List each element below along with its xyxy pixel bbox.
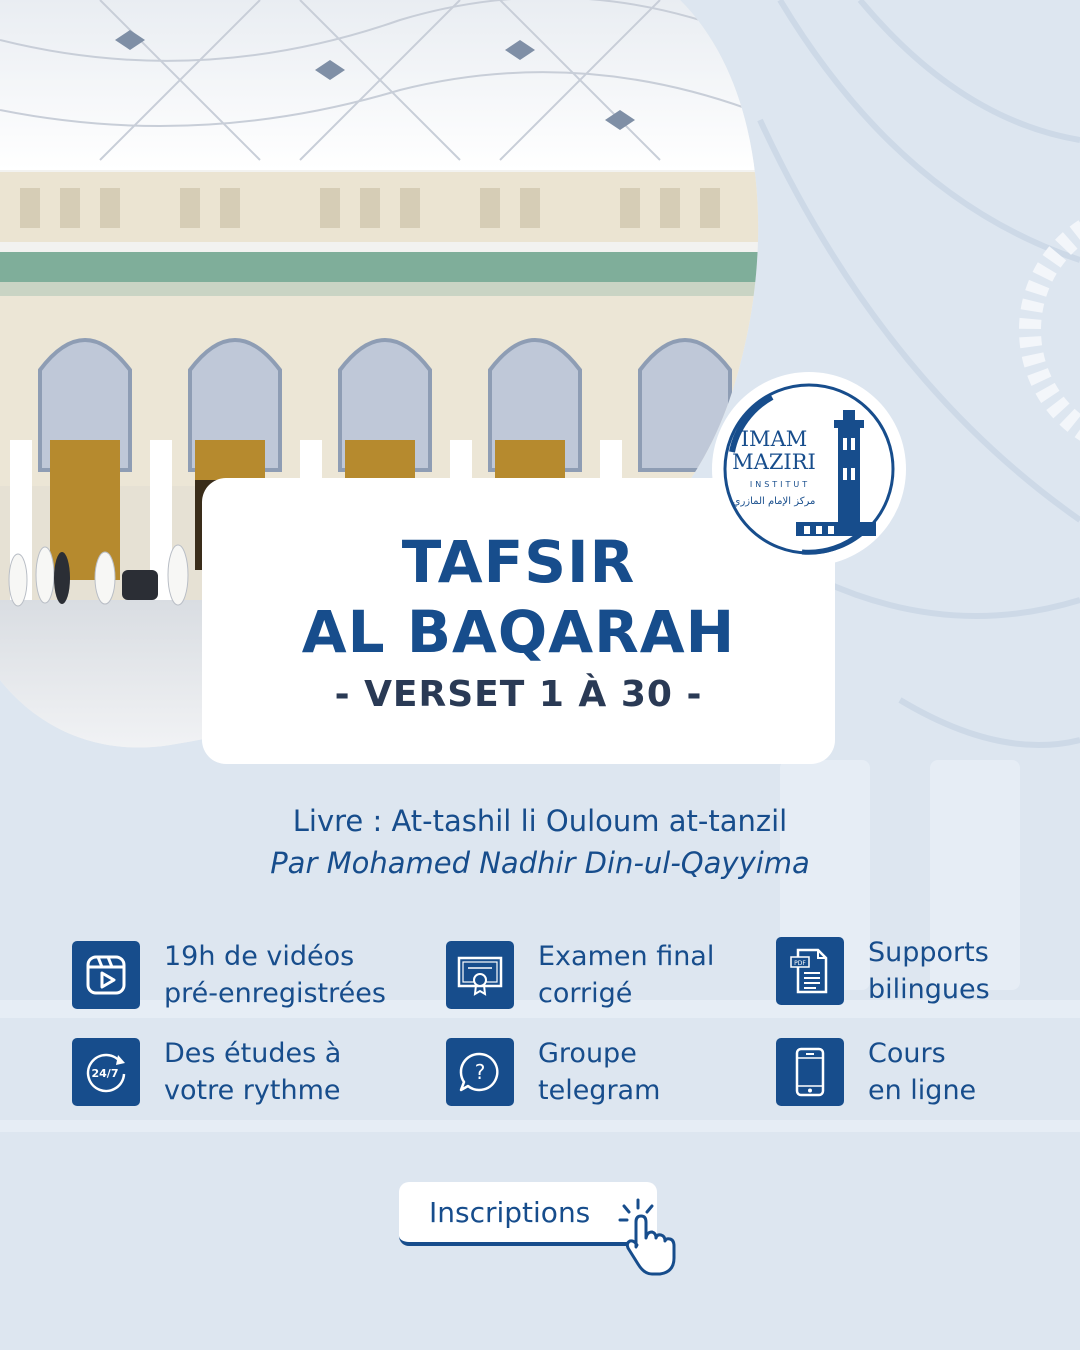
feature-supports-line2: bilingues [868, 974, 990, 1005]
logo-text-maziri: MAZIRI [732, 450, 816, 474]
book-title: Livre : At-tashil li Ouloum at-tanzil [292, 804, 788, 838]
feature-telegram [446, 1035, 660, 1109]
verse-range-subtitle: - VERSET 1 À 30 - [334, 674, 703, 715]
feature-online-line2: en ligne [868, 1075, 977, 1106]
feature-videos-line2: pré-enregistrées [164, 978, 386, 1009]
feature-exam-line2: corrigé [538, 978, 633, 1009]
feature-telegram-line2: telegram [538, 1075, 661, 1106]
video-play-icon [72, 941, 140, 1009]
feature-exam [446, 938, 714, 1012]
feature-online-line1: Cours [868, 1038, 946, 1069]
svg-text:PDF: PDF [794, 960, 806, 967]
feature-exam-line1: Examen final [538, 941, 715, 972]
logo-text-imam: IMAM [740, 427, 808, 451]
feature-supports-line1: Supports [868, 937, 989, 968]
clock-24-7-icon [72, 1038, 140, 1106]
feature-online [776, 1035, 976, 1109]
title-line-2: AL BAQARAH [301, 598, 736, 666]
chat-question-icon [446, 1038, 514, 1106]
book-author: Par Mohamed Nadhir Din-ul-Qayyima [270, 846, 810, 880]
institute-logo [712, 372, 906, 566]
feature-pace-line1: Des études à [164, 1038, 342, 1069]
pdf-document-icon [776, 937, 844, 1005]
feature-telegram-line1: Groupe [538, 1038, 637, 1069]
feature-supports [776, 934, 990, 1008]
logo-text-arabic: مركز الإمام المازري [732, 496, 816, 507]
certificate-icon [446, 941, 514, 1009]
svg-text:?: ? [474, 1060, 486, 1084]
feature-pace-line2: votre rythme [164, 1075, 341, 1106]
title-line-1: TAFSIR [401, 528, 636, 596]
feature-videos-line1: 19h de vidéos [164, 941, 355, 972]
feature-pace [72, 1035, 341, 1109]
smartphone-icon [776, 1038, 844, 1106]
book-info [0, 800, 1080, 884]
feature-videos [72, 938, 386, 1012]
svg-text:24/7: 24/7 [91, 1067, 119, 1080]
logo-text-institut: INSTITUT [749, 480, 811, 489]
hand-pointer-icon [618, 1198, 682, 1278]
inscriptions-button-label: Inscriptions [429, 1195, 591, 1229]
